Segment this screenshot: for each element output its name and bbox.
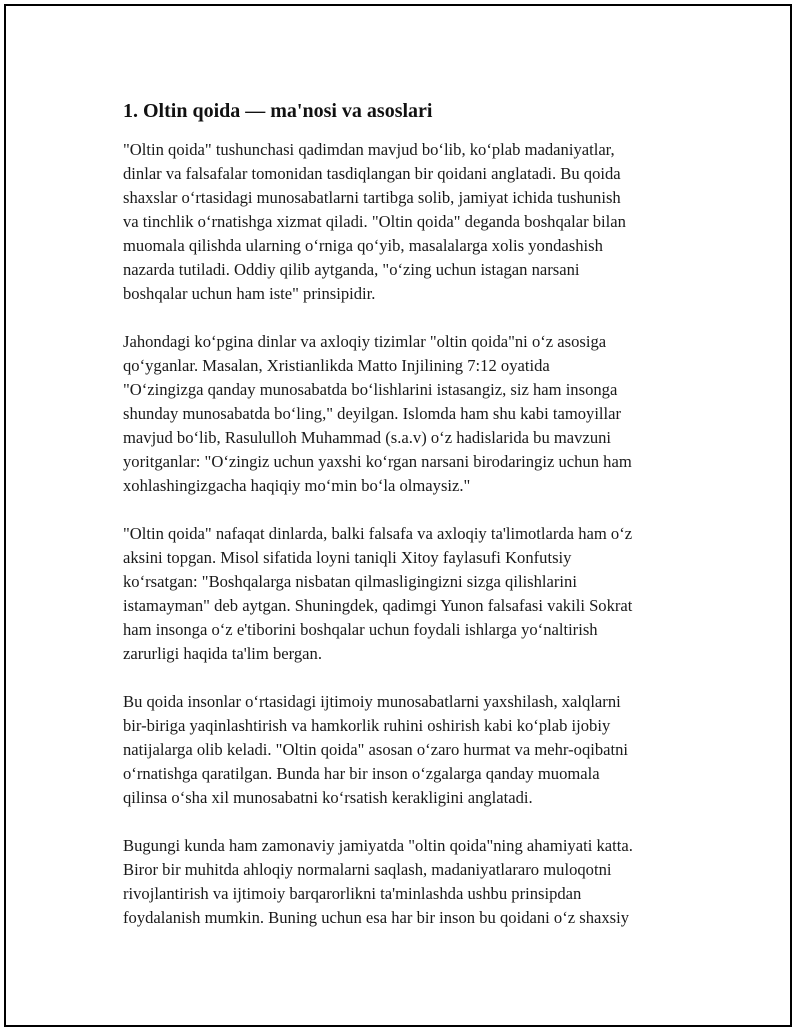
text-line: ham insonga o‘z e'tiborini boshqalar uchun foydali ishlarga yo‘naltirish bbox=[123, 620, 598, 639]
paragraph-2 bbox=[123, 330, 723, 498]
text-line: shaxslar o‘rtasidagi munosabatlarni tartibga solib, jamiyat ichida tushunish bbox=[123, 188, 621, 207]
document-page bbox=[4, 4, 792, 1027]
text-line: yoritganlar: "O‘zingiz uchun yaxshi ko‘rgan narsani birodaringiz uchun ham bbox=[123, 452, 632, 471]
text-line: boshqalar uchun ham iste" prinsipidir. bbox=[123, 284, 376, 303]
text-line: shunday munosabatda bo‘ling," deyilgan. Islomda ham shu kabi tamoyillar bbox=[123, 404, 622, 423]
text-line: Jahondagi ko‘pgina dinlar va axloqiy tizimlar "oltin qoida"ni o‘z asosiga bbox=[123, 332, 607, 351]
section-heading: 1. Oltin qoida — ma'nosi va asoslari bbox=[123, 100, 433, 122]
text-line: dinlar va falsafalar tomonidan tasdiqlangan bir qoidani anglatadi. Bu qoida bbox=[123, 164, 621, 183]
text-line: rivojlantirish va ijtimoiy barqarorlikni ta'minlashda ushbu prinsipdan bbox=[123, 884, 582, 903]
text-line: istamayman" deb aytgan. Shuningdek, qadimgi Yunon falsafasi vakili Sokrat bbox=[123, 596, 633, 615]
text-line: bir-biriga yaqinlashtirish va hamkorlik ruhini oshirish kabi ko‘plab ijobiy bbox=[123, 716, 611, 735]
text-line: natijalarga olib keladi. "Oltin qoida" asosan o‘zaro hurmat va mehr-oqibatni bbox=[123, 740, 629, 759]
text-line: Bu qoida insonlar o‘rtasidagi ijtimoiy munosabatlarni yaxshilash, xalqlarni bbox=[123, 692, 621, 711]
text-line: qilinsa o‘sha xil munosabatni ko‘rsatish kerakligini anglatadi. bbox=[123, 788, 533, 807]
text-line: va tinchlik o‘rnatishga xizmat qiladi. "Oltin qoida" deganda boshqalar bilan bbox=[123, 212, 626, 231]
text-line: qo‘yganlar. Masalan, Xristianlikda Matto Injilining 7:12 oyatida bbox=[123, 356, 550, 375]
paragraph-4 bbox=[123, 690, 723, 810]
text-line: nazarda tutiladi. Oddiy qilib aytganda, "o‘zing uchun istagan narsani bbox=[123, 260, 580, 279]
text-line: Biror bir muhitda ahloqiy normalarni saqlash, madaniyatlararo muloqotni bbox=[123, 860, 612, 879]
text-line: "O‘zingizga qanday munosabatda bo‘lishlarini istasangiz, siz ham insonga bbox=[123, 380, 618, 399]
text-line: mavjud bo‘lib, Rasululloh Muhammad (s.a.v) o‘z hadislarida bu mavzuni bbox=[123, 428, 612, 447]
text-line: Bugungi kunda ham zamonaviy jamiyatda "oltin qoida"ning ahamiyati katta. bbox=[123, 836, 633, 855]
text-line: ko‘rsatgan: "Boshqalarga nisbatan qilmasligingizni sizga qilishlarini bbox=[123, 572, 577, 591]
paragraph-5 bbox=[123, 834, 723, 930]
text-line: aksini topgan. Misol sifatida loyni taniqli Xitoy faylasufi Konfutsiy bbox=[123, 548, 572, 567]
paragraph-1 bbox=[123, 138, 723, 306]
text-line: "Oltin qoida" nafaqat dinlarda, balki falsafa va axloqiy ta'limotlarda ham o‘z bbox=[123, 524, 633, 543]
text-line: foydalanish mumkin. Buning uchun esa har bir inson bu qoidani o‘z shaxsiy bbox=[123, 908, 630, 927]
text-line: o‘rnatishga qaratilgan. Bunda har bir inson o‘zgalarga qanday muomala bbox=[123, 764, 600, 783]
text-line: muomala qilishda ularning o‘rniga qo‘yib, masalalarga xolis yondashish bbox=[123, 236, 603, 255]
document-body bbox=[123, 98, 723, 954]
text-line: xohlashingizgacha haqiqiy mo‘min bo‘la olmaysiz." bbox=[123, 476, 471, 495]
text-line: "Oltin qoida" tushunchasi qadimdan mavjud bo‘lib, ko‘plab madaniyatlar, bbox=[123, 140, 615, 159]
text-line: zarurligi haqida ta'lim bergan. bbox=[123, 644, 322, 663]
paragraph-3 bbox=[123, 522, 723, 666]
